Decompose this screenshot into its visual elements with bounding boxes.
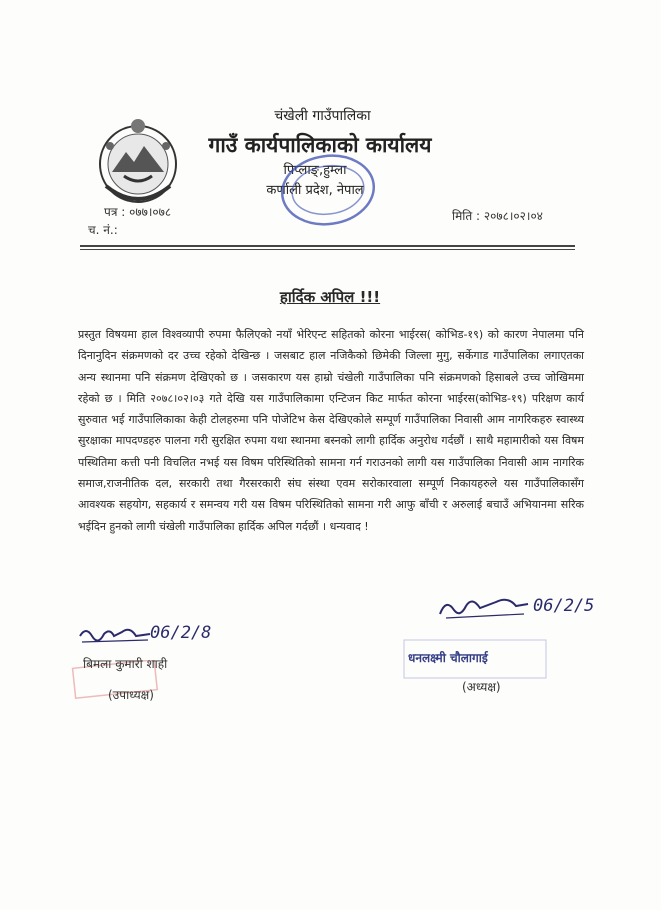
letter-date: मिति : २०७८।०२।०४	[452, 209, 543, 223]
right-signatory-role: (अध्यक्ष)	[462, 680, 501, 694]
header-divider-thin	[80, 249, 575, 250]
right-signature-date: 06/2/5	[533, 596, 595, 616]
header-divider	[80, 245, 575, 247]
province-name: कर्णाली प्रदेश, नेपाल	[266, 183, 364, 198]
left-signatory-name: बिमला कुमारी शाही	[83, 657, 168, 671]
left-signature-date: 06/2/8	[150, 623, 212, 643]
right-signature-icon	[436, 592, 532, 622]
municipality-name: चंखेली गाउँपालिका	[274, 108, 371, 124]
left-signature-icon	[78, 622, 154, 646]
left-signatory-role: (उपाध्यक्ष)	[108, 688, 154, 702]
letter-number: पत्र : ०७७।०७८	[104, 205, 172, 219]
office-name: गाउँ कार्यपालिकाको कार्यालय	[208, 133, 432, 157]
letter-body: प्रस्तुत विषयमा हाल विश्वव्यापी रुपमा फैलिएको नयाँ भेरिएन्ट सहितको कोरना भाईरस( कोभिड-१९) को कारण नेपालमा पनि दिनानुदिन संक्रमणको दर उच्च रहेको देखिन्छ । जसबाट हाल नजिकैको छिमेकी जिल्ला मुगु, सर्केगाड गाउँपालिका लगाएतका अन्य स्थानमा पनि संक्रमण देखिएको छ । जसकारण यस हाम्रो चंखेली गाउँपालिका पनि संक्रमणको हिसाबले उच्च जोखिममा रहेको छ । मिति २०७८।०२।०३ गते देखि यस गाउँपालिकामा एन्टिजन किट मार्फत कोरना भाईरस(कोभिड-१९) परिक्षण कार्य सुरुवात भई गाउँपालिकाका केही टोलहरुमा पनि पोजेटिभ केस देखिएकोले सम्पूर्ण गाउँपालिका निवासी आम नागरिकहरु स्वास्थ्य सुरक्षाका मापदण्डहरु पालना गरी सुरक्षित रुपमा यथा स्थानमा बस्नको लागी हार्दिक अनुरोध गर्दछौं । साथै महामारीको यस विषम पस्थितिमा कत्ती पनी विचलित नभई यस विषम परिस्थितिको सामना गर्न गराउनको लागी यस गाउँपालिका निवासी आम नागरिक समाज,राजनीतिक दल, सरकारी तथा गैरसरकारी संघ संस्था एवम सरोकारवाला सम्पूर्ण निकायहरुले यस गाउँपालिकासँग आवश्यक सहयोग, सहकार्य र समन्वय गरी यस विषम परिस्थितिको सामना गरी आफु बाँची र अरुलाई बचाउँ अभियानमा सरिक भईदिन हुनको लागी चंखेली गाउँपालिका हार्दिक अपिल गर्दछौं । धन्यवाद !	[78, 328, 584, 533]
dispatch-number: च. नं.:	[88, 223, 118, 237]
office-location: पिप्लाङ्,हुम्ला	[283, 163, 347, 178]
office-stamp-icon	[278, 150, 378, 230]
nepal-emblem-icon	[96, 116, 180, 206]
letter-title: हार्दिक अपिल !!!	[279, 288, 381, 306]
right-signatory-name: धनलक्ष्मी चौलागाई	[408, 651, 488, 665]
